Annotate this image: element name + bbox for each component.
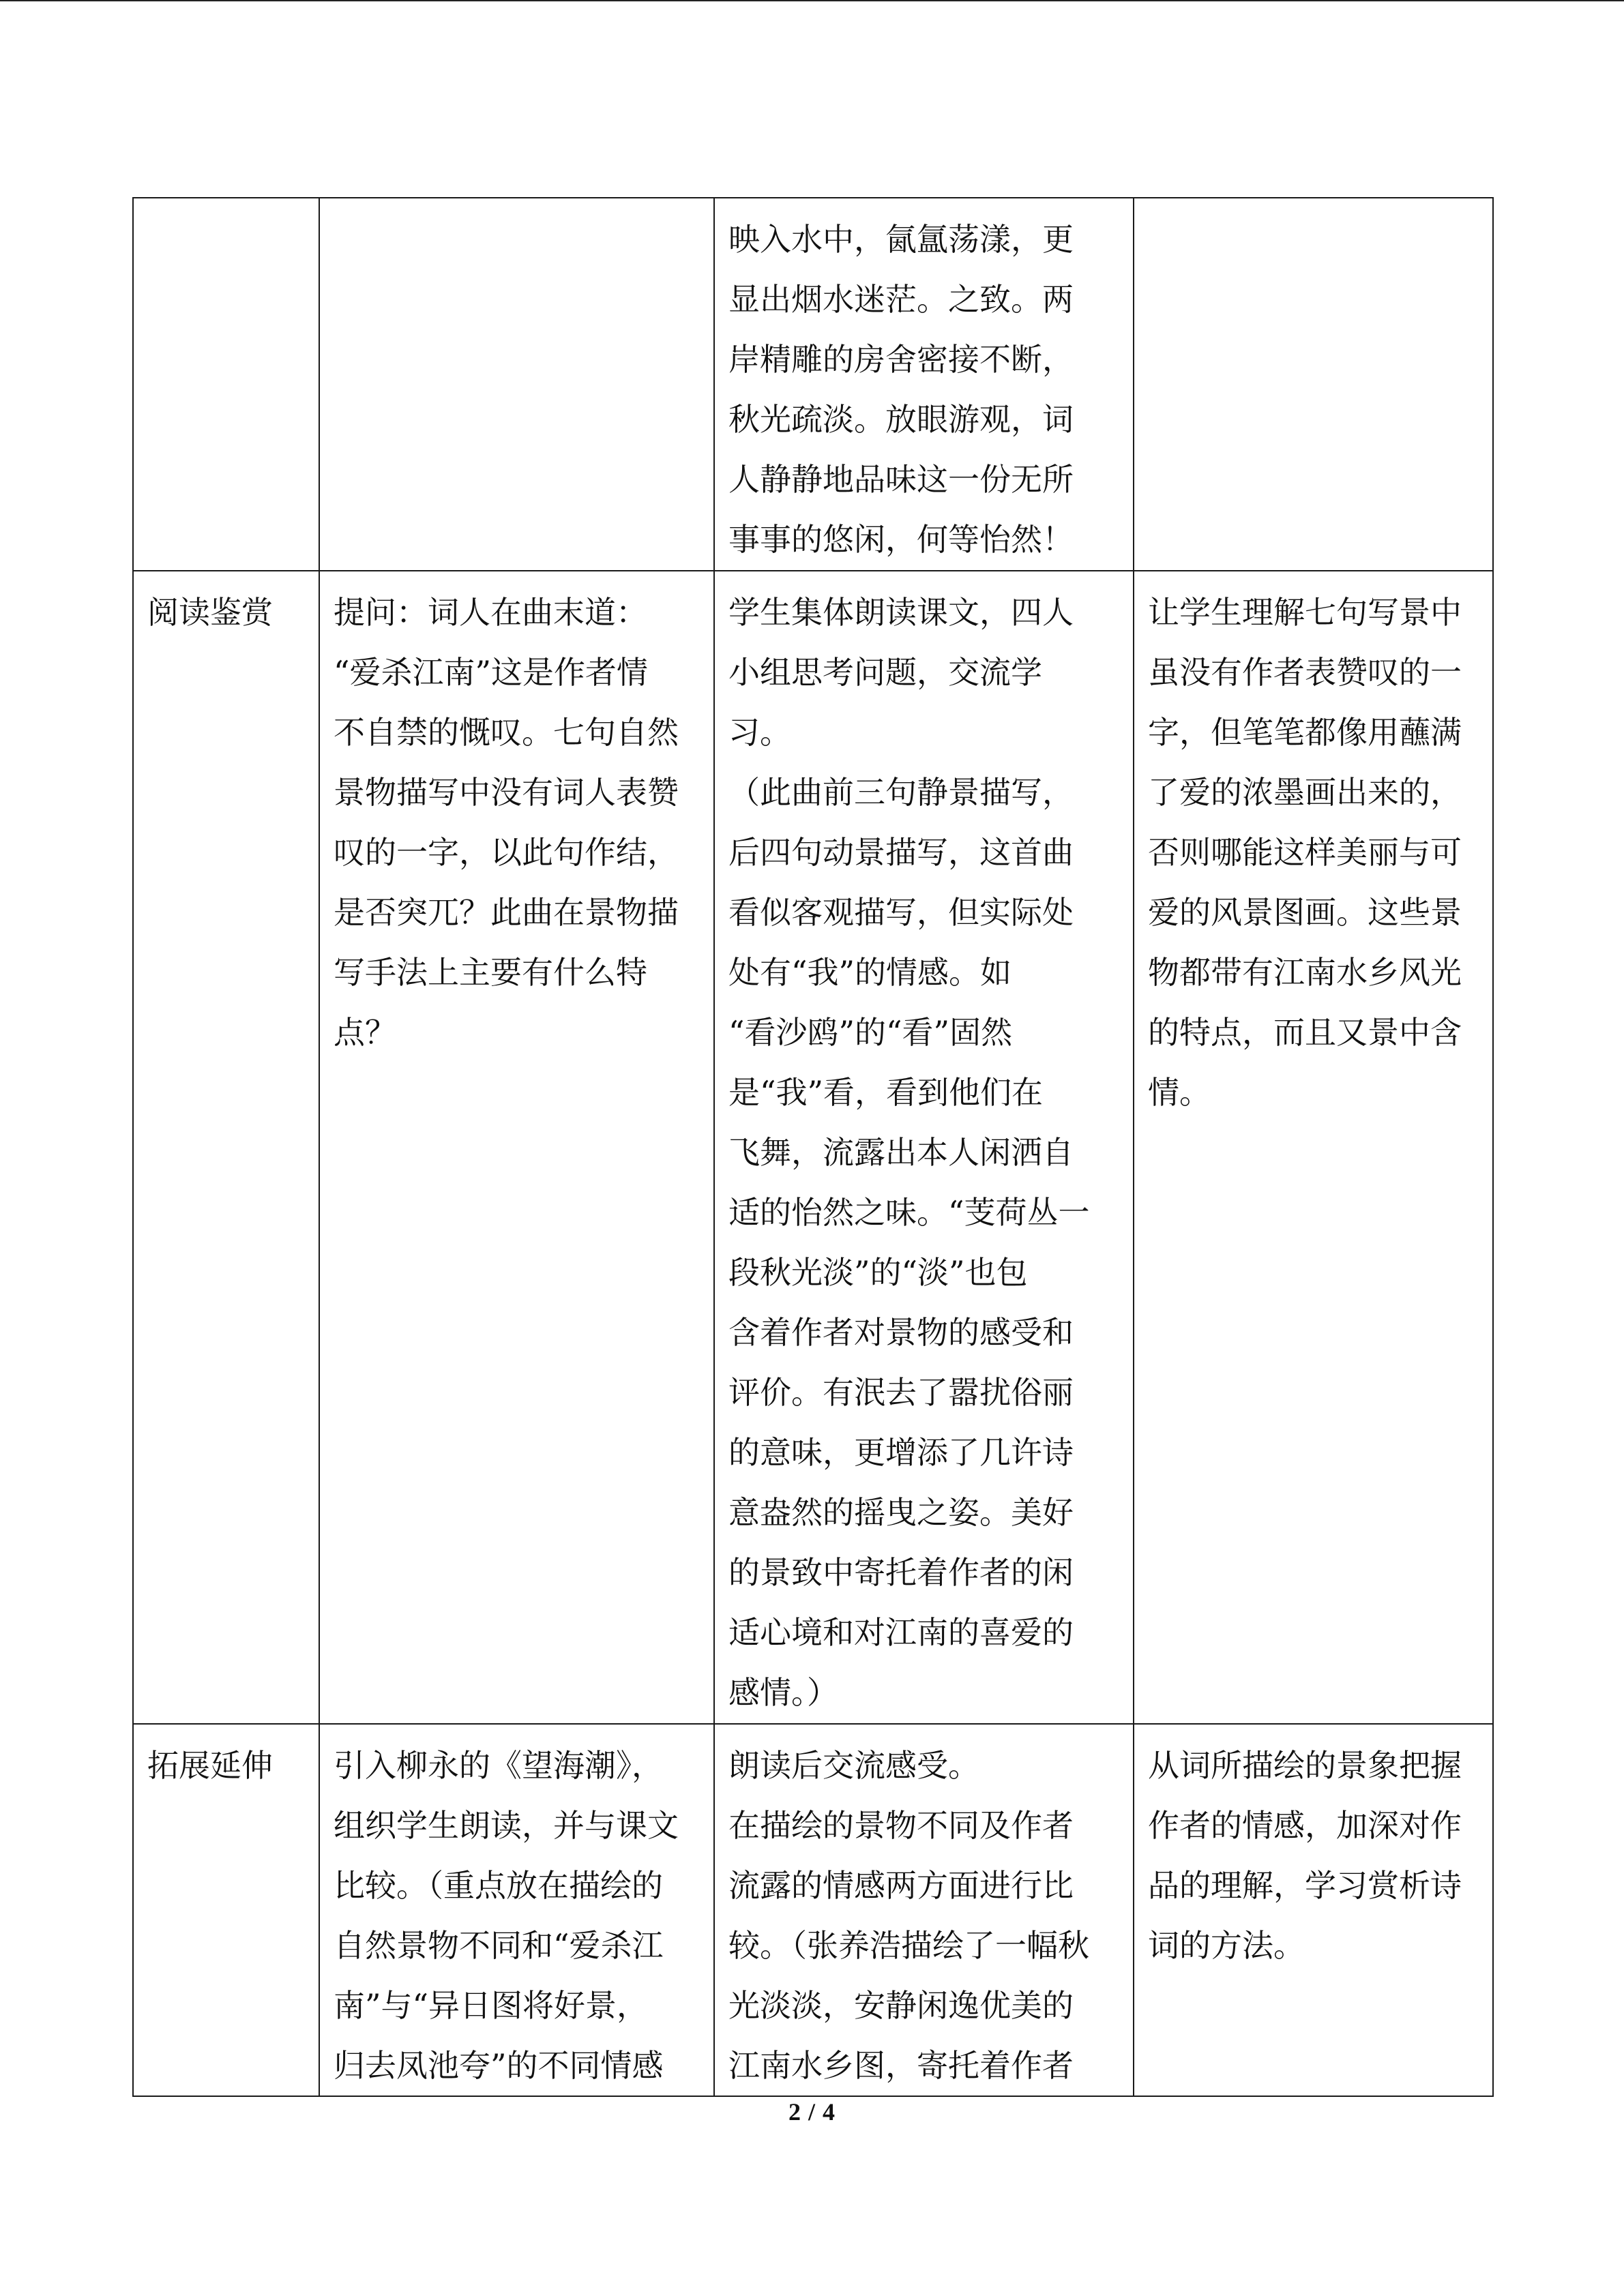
design-intent-cell	[1134, 571, 1493, 1724]
page-number: 2 / 4	[788, 2098, 836, 2126]
table-row	[133, 571, 1493, 1724]
stage-label: 拓展延伸	[147, 1747, 273, 1784]
teacher-activity-cell	[319, 1724, 714, 2096]
design-intent-text: 从词所描绘的景象把握 作者的情感，加深对作 品的理解，学习赏析诗 词的方法。	[1148, 1747, 1462, 1964]
page-top-border	[0, 0, 1624, 1]
table-row	[133, 1724, 1493, 2096]
student-activity-cell	[714, 198, 1134, 571]
stage-label: 阅读鉴赏	[147, 594, 273, 631]
student-activity-text: 映入水中，氤氲荡漾，更 显出烟水迷茫。之致。两 岸精雕的房舍密接不断， 秋光疏淡。放眼游观，词 人静静地品味这一份无所 事事的悠闲，何等怡然！	[728, 221, 1074, 558]
teacher-activity-cell	[319, 571, 714, 1724]
teacher-activity-text: 提问：词人在曲末道： “爱杀江南”这是作者情 不自禁的慨叹。七句自然 景物描写中没有词人表赞 叹的一字，以此句作结， 是否突兀？此曲在景物描 写手法上主要有什么特 点？	[334, 594, 679, 1051]
teacher-activity-text: 引入柳永的《望海潮》， 组织学生朗读，并与课文 比较。（重点放在描绘的 自然景物不同和“爱杀江 南”与“异日图将好景， 归去凤池夸”的不同情感	[334, 1747, 679, 2084]
stage-cell	[133, 1724, 319, 2096]
design-intent-cell	[1134, 198, 1493, 571]
stage-cell	[133, 571, 319, 1724]
student-activity-cell	[714, 1724, 1134, 2096]
design-intent-cell	[1134, 1724, 1493, 2096]
student-activity-cell	[714, 571, 1134, 1724]
table-row	[133, 198, 1493, 571]
design-intent-text: 让学生理解七句写景中 虽没有作者表赞叹的一 字，但笔笔都像用蘸满 了爱的浓墨画出来的， 否则哪能这样美丽与可 爱的风景图画。这些景 物都带有江南水乡风光 的特点，而且又景中含 情。	[1148, 594, 1462, 1111]
teacher-activity-cell	[319, 198, 714, 571]
stage-cell	[133, 198, 319, 571]
lesson-plan-table	[132, 197, 1494, 2097]
student-activity-text: 学生集体朗读课文，四人 小组思考问题，交流学 习。 （此曲前三句静景描写， 后四句动景描写，这首曲 看似客观描写，但实际处 处有“我”的情感。如 “看沙鸥”的“看”固然 是“我”看，看到他们在 飞舞，流露出本人闲洒自 适的怡然之味。“芰荷丛一 段秋光淡”的“淡”也包 含着作者对景物的感受和 评价。有泯去了嚣扰俗丽 的意味，更增添了几许诗 意盎然的摇曳之姿。美好 的景致中寄托着作者的闲 适心境和对江南的喜爱的 感情。）	[728, 594, 1090, 1711]
student-activity-text: 朗读后交流感受。 在描绘的景物不同及作者 流露的情感两方面进行比 较。（张养浩描绘了一幅秋 光淡淡，安静闲逸优美的 江南水乡图，寄托着作者	[728, 1747, 1089, 2084]
